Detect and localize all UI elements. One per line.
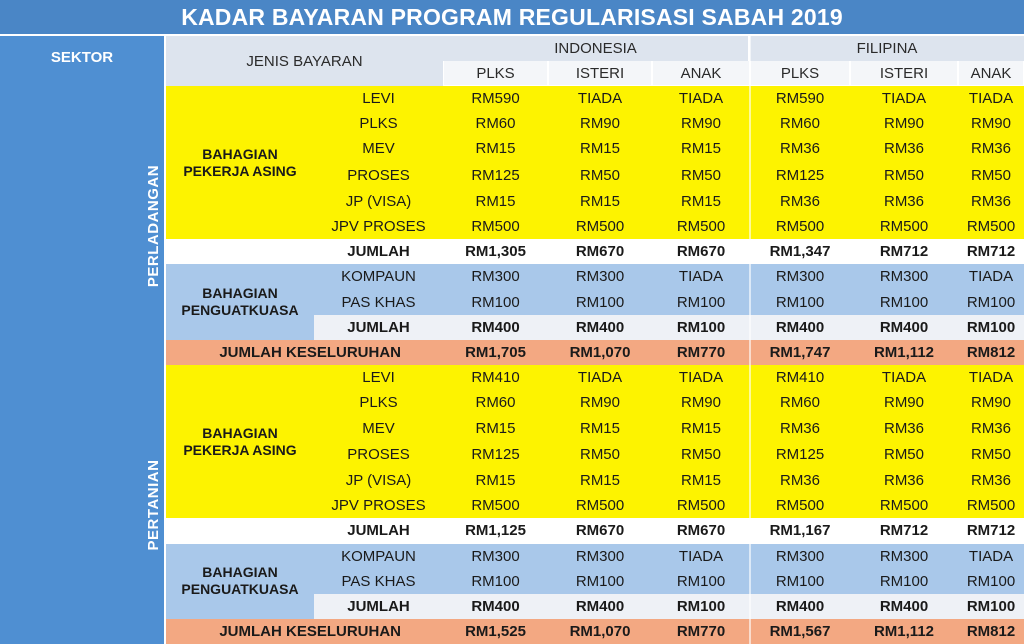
group-label: BAHAGIAN PEKERJA ASING [166,86,314,239]
fee-value-cell: RM300 [548,264,652,289]
fee-value-cell: RM100 [750,290,850,315]
fee-value-cell: RM100 [548,569,652,594]
subcol-header-anak: ANAK [959,61,1023,85]
fee-value-cell: RM500 [652,214,750,239]
jumlah-value-cell: RM1,167 [750,518,850,543]
country-header-filipina: FILIPINA [750,36,1024,61]
fee-value-cell: RM15 [548,136,652,161]
fee-value-cell: RM500 [548,214,652,239]
fee-value-cell: RM60 [443,390,548,415]
fee-value-cell: RM500 [750,214,850,239]
fee-value-cell: RM500 [443,493,548,518]
fee-value-cell: RM500 [750,493,850,518]
fee-value-cell: RM15 [652,468,750,493]
fee-value-cell: RM590 [443,86,548,111]
fee-value-cell: RM15 [443,189,548,214]
jumlah-value-cell: RM400 [443,315,548,340]
fee-value-cell: RM15 [443,468,548,493]
subcol-header-plks: PLKS [444,61,547,85]
fee-value-cell: RM90 [958,390,1024,415]
jenis-bayaran-header: JENIS BAYARAN [166,36,443,86]
fee-value-cell: RM100 [443,569,548,594]
fee-row-label: LEVI [314,86,443,111]
jumlah-value-cell: RM400 [850,594,958,619]
fee-value-cell: RM125 [750,162,850,189]
subcol-header-isteri: ISTERI [851,61,957,85]
fee-value-cell: RM410 [443,365,548,390]
fee-value-cell: RM36 [958,416,1024,441]
fee-row-label: KOMPAUN [314,544,443,569]
grand-total-value-cell: RM812 [958,619,1024,644]
jumlah-value-cell: RM400 [443,594,548,619]
fee-value-cell: RM50 [850,441,958,468]
jumlah-label: JUMLAH [314,594,443,619]
fee-value-cell: RM50 [958,162,1024,189]
fee-value-cell: RM50 [548,162,652,189]
grand-total-value-cell: RM1,525 [443,619,548,644]
fee-value-cell: RM500 [958,493,1024,518]
jumlah-value-cell: RM712 [958,518,1024,543]
fee-value-cell: RM100 [958,569,1024,594]
fee-value-cell: RM300 [443,544,548,569]
jumlah-label: JUMLAH [314,239,443,264]
fee-value-cell: RM90 [958,111,1024,136]
grand-total-value-cell: RM1,112 [850,619,958,644]
sector-column-bg [0,36,164,644]
fee-value-cell: RM90 [652,111,750,136]
jumlah-value-cell: RM400 [750,594,850,619]
fee-value-cell: RM500 [958,214,1024,239]
fee-value-cell: TIADA [958,544,1024,569]
jumlah-value-cell: RM400 [548,594,652,619]
fee-value-cell: RM100 [850,569,958,594]
fee-value-cell: RM15 [548,416,652,441]
jumlah-value-cell: RM1,305 [443,239,548,264]
fee-value-cell: RM15 [652,189,750,214]
fee-value-cell: TIADA [548,365,652,390]
jumlah-value-cell: RM712 [850,518,958,543]
fee-value-cell: RM36 [750,189,850,214]
fee-value-cell: RM15 [443,416,548,441]
fee-value-cell: RM100 [750,569,850,594]
jumlah-value-cell: RM400 [850,315,958,340]
grand-total-value-cell: RM1,112 [850,340,958,365]
fee-value-cell: RM60 [443,111,548,136]
fee-value-cell: RM90 [850,111,958,136]
jumlah-value-cell: RM100 [958,315,1024,340]
sector-label-perladangan: PERLADANGAN [145,164,162,287]
grand-total-value-cell: RM770 [652,340,750,365]
fee-value-cell: RM36 [750,468,850,493]
fee-value-cell: TIADA [958,264,1024,289]
fee-value-cell: TIADA [652,86,750,111]
fee-value-cell: RM50 [958,441,1024,468]
fee-value-cell: RM300 [443,264,548,289]
fee-value-cell: RM500 [850,493,958,518]
group-label: BAHAGIAN PENGUATKUASA [166,264,314,340]
fee-value-cell: RM50 [652,162,750,189]
jumlah-value-cell: RM670 [652,518,750,543]
jumlah-value-cell: RM670 [548,239,652,264]
jumlah-value-cell: RM1,347 [750,239,850,264]
jumlah-label: JUMLAH [314,518,443,543]
grand-total-value-cell: RM812 [958,340,1024,365]
grand-total-value-cell: RM770 [652,619,750,644]
fee-value-cell: RM500 [443,214,548,239]
jumlah-value-cell: RM670 [652,239,750,264]
fee-value-cell: RM36 [850,189,958,214]
subcol-header-plks: PLKS [751,61,849,85]
subcol-header-isteri: ISTERI [549,61,651,85]
fee-value-cell: RM300 [750,544,850,569]
fee-row-label: JPV PROSES [314,493,443,518]
fee-value-cell: RM90 [548,390,652,415]
fee-value-cell: RM90 [850,390,958,415]
fee-value-cell: RM500 [548,493,652,518]
fee-value-cell: RM90 [548,111,652,136]
country-header-indonesia: INDONESIA [443,36,748,61]
grand-total-value-cell: RM1,070 [548,619,652,644]
grand-total-value-cell: RM1,705 [443,340,548,365]
jumlah-value-cell: RM1,125 [443,518,548,543]
fee-row-label: MEV [314,136,443,161]
fee-value-cell: RM125 [443,441,548,468]
fee-value-cell: TIADA [652,365,750,390]
fee-row-label: JP (VISA) [314,468,443,493]
fee-value-cell: RM36 [850,136,958,161]
fee-row-label: JPV PROSES [314,214,443,239]
fee-value-cell: RM36 [850,416,958,441]
fee-value-cell: RM60 [750,111,850,136]
fee-value-cell: RM15 [443,136,548,161]
fee-row-label: LEVI [314,365,443,390]
jumlah-value-cell: RM400 [750,315,850,340]
fee-row-label: KOMPAUN [314,264,443,289]
fee-value-cell: RM410 [750,365,850,390]
fee-value-cell: RM36 [850,468,958,493]
fee-value-cell: RM125 [750,441,850,468]
fee-value-cell: RM100 [652,290,750,315]
fee-value-cell: TIADA [652,544,750,569]
grand-total-value-cell: RM1,070 [548,340,652,365]
fee-value-cell: RM300 [750,264,850,289]
fee-row-label: PROSES [314,162,443,189]
fee-row-label: PAS KHAS [314,290,443,315]
fee-value-cell: RM590 [750,86,850,111]
fee-value-cell: RM36 [958,468,1024,493]
jumlah-label: JUMLAH [314,315,443,340]
fee-row-label: MEV [314,416,443,441]
jumlah-value-cell: RM100 [652,315,750,340]
fee-row-label: JP (VISA) [314,189,443,214]
jumlah-value-cell: RM400 [548,315,652,340]
fee-value-cell: TIADA [850,365,958,390]
grand-total-label: JUMLAH KESELURUHAN [166,340,443,365]
fee-row-label: PAS KHAS [314,569,443,594]
grand-total-value-cell: RM1,567 [750,619,850,644]
sector-label-pertanian: PERTANIAN [145,459,162,551]
fee-value-cell: RM15 [652,136,750,161]
fee-value-cell: RM50 [548,441,652,468]
grand-total-label: JUMLAH KESELURUHAN [166,619,443,644]
fee-value-cell: RM36 [750,416,850,441]
group-label: BAHAGIAN PENGUATKUASA [166,544,314,620]
fee-value-cell: RM100 [443,290,548,315]
fee-value-cell: RM300 [548,544,652,569]
fee-value-cell: TIADA [958,86,1024,111]
page-title: KADAR BAYARAN PROGRAM REGULARISASI SABAH 2019 [0,0,1024,34]
jumlah-value-cell: RM100 [958,594,1024,619]
fee-value-cell: RM500 [850,214,958,239]
fee-value-cell: TIADA [850,86,958,111]
fee-value-cell: RM60 [750,390,850,415]
jumlah-value-cell: RM670 [548,518,652,543]
fee-value-cell: RM36 [750,136,850,161]
subcol-header-anak: ANAK [653,61,749,85]
fee-value-cell: RM15 [548,468,652,493]
fee-row-label: PLKS [314,390,443,415]
fee-value-cell: RM15 [652,416,750,441]
fee-value-cell: TIADA [958,365,1024,390]
fee-value-cell: RM36 [958,189,1024,214]
fee-value-cell: RM100 [548,290,652,315]
fee-value-cell: RM300 [850,264,958,289]
jumlah-value-cell: RM712 [958,239,1024,264]
fee-value-cell: RM50 [850,162,958,189]
fee-value-cell: RM36 [958,136,1024,161]
group-label: BAHAGIAN PEKERJA ASING [166,365,314,518]
fee-value-cell: RM100 [850,290,958,315]
fee-value-cell: TIADA [548,86,652,111]
jumlah-value-cell: RM100 [652,594,750,619]
fee-value-cell: RM125 [443,162,548,189]
fee-value-cell: RM90 [652,390,750,415]
fee-row-label: PLKS [314,111,443,136]
fee-value-cell: RM15 [548,189,652,214]
fee-value-cell: TIADA [652,264,750,289]
sektor-header: SEKTOR [0,36,164,86]
country-divider [749,36,751,644]
jumlah-value-cell: RM712 [850,239,958,264]
fee-value-cell: RM100 [958,290,1024,315]
fee-value-cell: RM100 [652,569,750,594]
fee-row-label: PROSES [314,441,443,468]
fee-value-cell: RM500 [652,493,750,518]
grand-total-value-cell: RM1,747 [750,340,850,365]
fee-value-cell: RM50 [652,441,750,468]
fee-value-cell: RM300 [850,544,958,569]
